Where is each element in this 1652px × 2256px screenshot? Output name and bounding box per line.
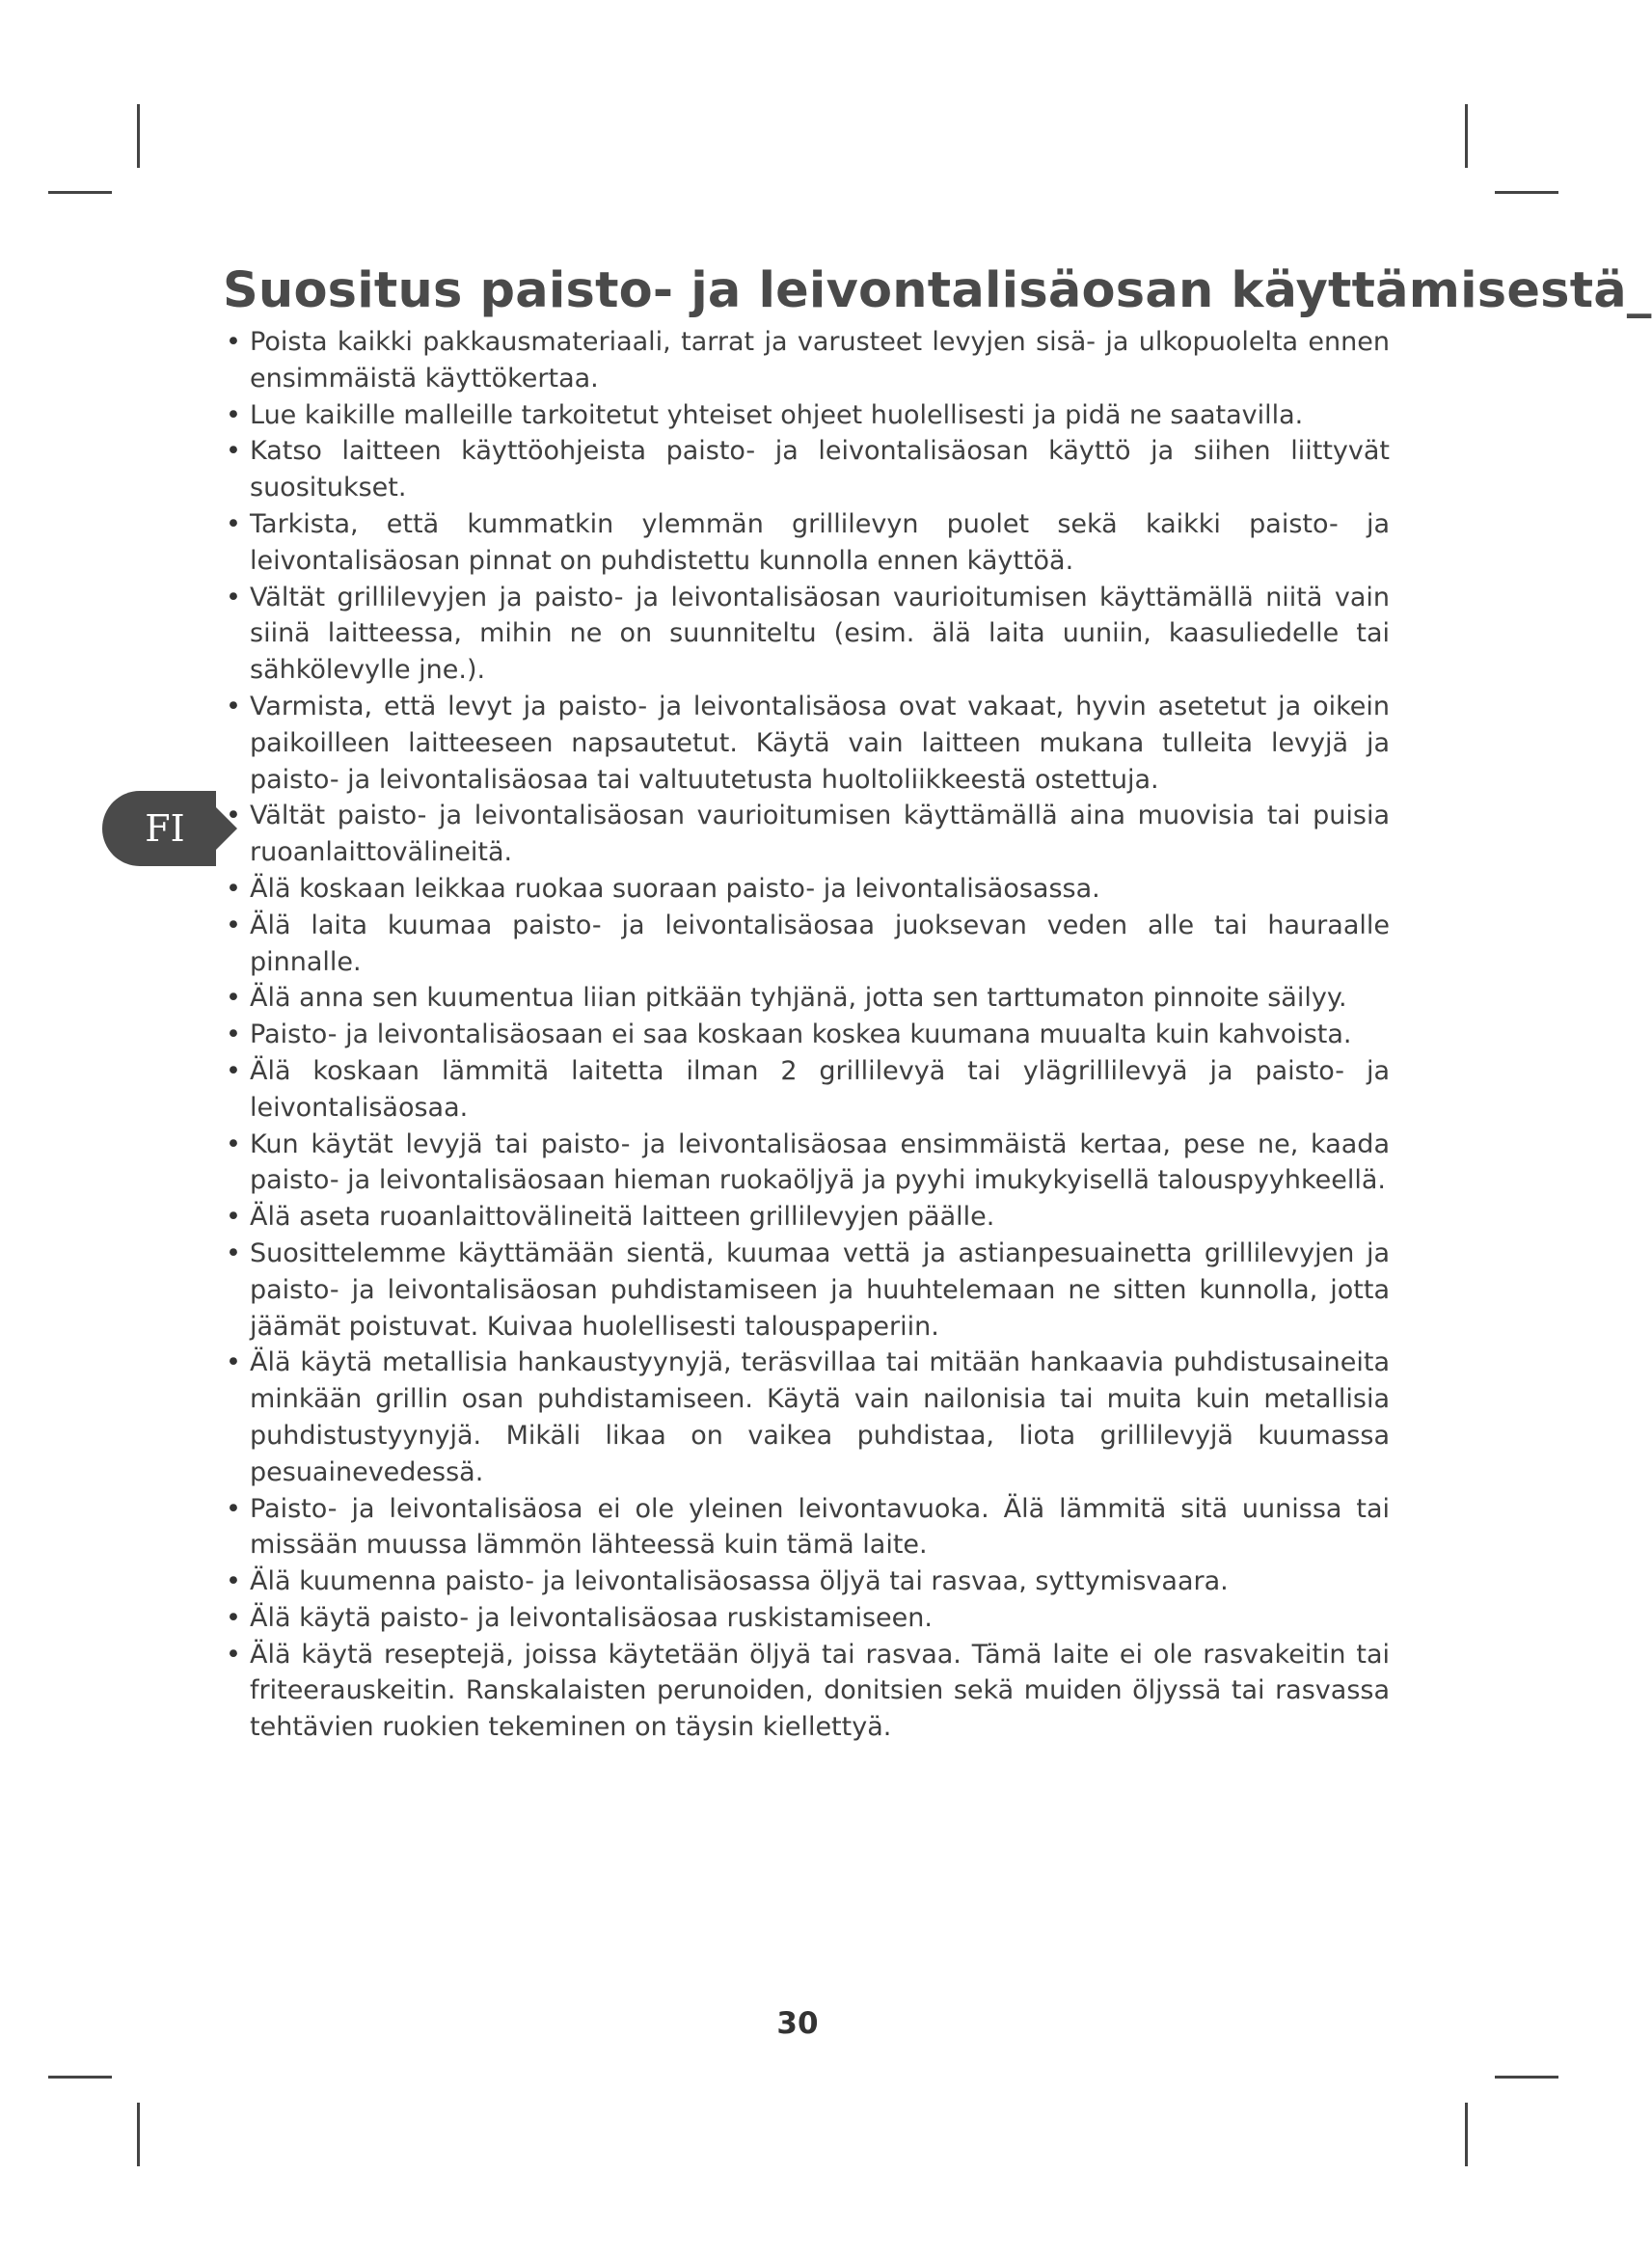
list-item: • Älä koskaan lämmitä laitetta ilman 2 grillilevyä tai ylägrillilevyä ja paisto- ja leivontalisäosaa. <box>247 1053 1390 1127</box>
crop-mark-bottom-right-horizontal <box>1495 2076 1558 2079</box>
list-item: • Älä laita kuumaa paisto- ja leivontalisäosaa juoksevan veden alle tai hauraalle pinnalle. <box>247 908 1390 981</box>
list-item: • Varmista, että levyt ja paisto- ja leivontalisäosa ovat vakaat, hyvin asetetut ja oikein paikoilleen laitteeseen napsautetut. Käytä vain laitteen mukana tulleita levyjä ja paisto- ja leivontalisäosaa tai valtuutetusta huoltoliikkeestä ostettuja. <box>247 689 1390 798</box>
list-item: • Älä aseta ruoanlaittovälineitä laitteen grillilevyjen päälle. <box>247 1199 1390 1236</box>
list-item: • Katso laitteen käyttöohjeista paisto- ja leivontalisäosan käyttö ja siihen liittyvät suositukset. <box>247 433 1390 506</box>
page-number: 30 <box>776 2006 819 2041</box>
list-item: • Kun käytät levyjä tai paisto- ja leivontalisäosaa ensimmäistä kertaa, pese ne, kaada paisto- ja leivontalisäosaan hieman ruokaöljyä ja pyyhi imukykyisellä talouspyyhkeellä. <box>247 1127 1390 1200</box>
list-item: • Vältät paisto- ja leivontalisäosan vaurioitumisen käyttämällä aina muovisia tai puisia ruoanlaittovälineitä. <box>247 798 1390 871</box>
page-title <box>223 262 1652 319</box>
list-item: • Paisto- ja leivontalisäosa ei ole yleinen leivontavuoka. Älä lämmitä sitä uunissa tai missään muussa lämmön lähteessä kuin tämä laite. <box>247 1491 1390 1564</box>
crop-mark-top-left-horizontal <box>48 191 112 194</box>
list-item: • Vältät grillilevyjen ja paisto- ja leivontalisäosan vaurioitumisen käyttämällä niitä vain siinä laitteessa, mihin ne on suunniteltu (esim. älä laita uuniin, kaasuliedelle tai sähkölevylle jne.). <box>247 580 1390 689</box>
crop-mark-bottom-right-vertical <box>1465 2103 1468 2166</box>
list-item: • Lue kaikille malleille tarkoitetut yhteiset ohjeet huolellisesti ja pidä ne saatavilla. <box>247 397 1390 434</box>
list-item: • Älä käytä metallisia hankaustyynyjä, teräsvillaa tai mitään hankaavia puhdistusaineita minkään grillin osan puhdistamiseen. Käytä vain nailonisia tai muita kuin metallisia puhdistustyynyjä. Mikäli likaa on vaikea puhdistaa, liota grillilevyjä kuumassa pesuainevedessä. <box>247 1345 1390 1490</box>
crop-mark-top-right-vertical <box>1465 104 1468 168</box>
list-item: • Poista kaikki pakkausmateriaali, tarrat ja varusteet levyjen sisä- ja ulkopuolelta ennen ensimmäistä käyttökertaa. <box>247 324 1390 397</box>
list-item: • Tarkista, että kummatkin ylemmän grillilevyn puolet sekä kaikki paisto- ja leivontalisäosan pinnat on puhdistettu kunnolla ennen käyttöä. <box>247 506 1390 580</box>
crop-mark-bottom-left-horizontal <box>48 2076 112 2079</box>
language-tab-label: FI <box>145 807 185 850</box>
list-item: • Paisto- ja leivontalisäosaan ei saa koskaan koskea kuumana muualta kuin kahvoista. <box>247 1017 1390 1053</box>
list-item: • Älä kuumenna paisto- ja leivontalisäosassa öljyä tai rasvaa, syttymisvaara. <box>247 1563 1390 1600</box>
recommendation-list <box>247 324 1390 1746</box>
list-item: • Suosittelemme käyttämään sientä, kuumaa vettä ja astianpesuainetta grillilevyjen ja paisto- ja leivontalisäosan puhdistamiseen ja huuhtelemaan ne sitten kunnolla, jotta jäämät poistuvat. Kuivaa huolellisesti talouspaperiin. <box>247 1236 1390 1345</box>
crop-mark-bottom-left-vertical <box>137 2103 140 2166</box>
list-item: • Älä käytä paisto- ja leivontalisäosaa ruskistamiseen. <box>247 1600 1390 1637</box>
crop-mark-top-right-horizontal <box>1495 191 1558 194</box>
crop-mark-top-left-vertical <box>137 104 140 168</box>
page-title-text: Suositus paisto- ja leivontalisäosan käyttämisestä <box>223 262 1627 319</box>
list-item: • Älä anna sen kuumentua liian pitkään tyhjänä, jotta sen tarttumaton pinnoite säilyy. <box>247 980 1390 1017</box>
language-tab <box>102 791 216 866</box>
list-item: • Älä koskaan leikkaa ruokaa suoraan paisto- ja leivontalisäosassa. <box>247 871 1390 908</box>
page-title-suffix: _ <box>1626 262 1652 319</box>
list-item: • Älä käytä reseptejä, joissa käytetään öljyä tai rasvaa. Tämä laite ei ole rasvakeitin tai friteerauskeitin. Ranskalaisten perunoiden, donitsien sekä muiden öljyssä tai rasvassa tehtävien ruokien tekeminen on täysin kiellettyä. <box>247 1637 1390 1746</box>
